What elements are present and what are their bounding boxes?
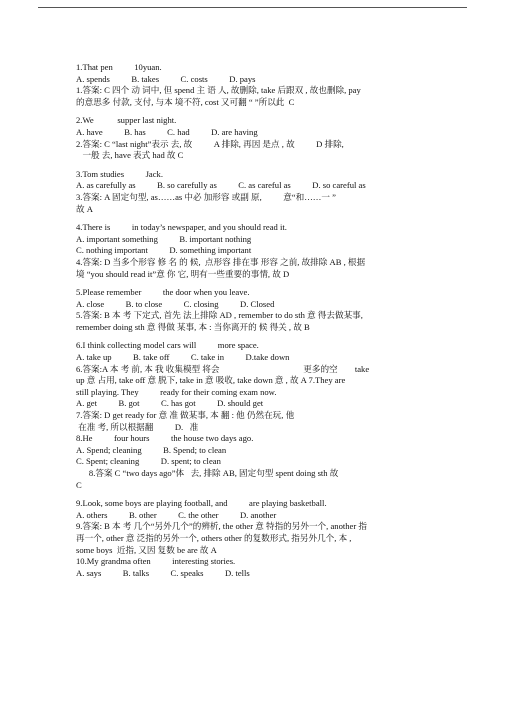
text-line: 2.We supper last night. [76, 115, 177, 126]
text-line: 9.答案: B 本 考 几个“另外几个”的辨析, the other 意 特指的另外一个, another 指 [76, 521, 367, 532]
text-line: A. as carefully as B. so carefully as C. as careful as D. so careful as [76, 180, 366, 191]
text-line: 2.答案: C “last night”表示 去, 故 A 排除, 再因 是点 , 故 D 排除, [76, 138, 344, 149]
text-line: 1.That pen 10yuan. [76, 62, 162, 72]
top-rule [38, 7, 467, 8]
text-line: A. take up B. take off C. take in D.take down [76, 352, 290, 363]
text-line: A. others B. other C. the other D. another [76, 509, 277, 520]
block-spacer [76, 280, 468, 287]
question-block [76, 222, 468, 280]
block-spacer [76, 108, 468, 115]
text-line: A. Spend; cleaning B. Spend; to clean [76, 444, 227, 455]
text-line: C. nothing important D. something important [76, 245, 252, 256]
text-line: 5.Please remember the door when you leave. [76, 287, 250, 298]
text-line: 5.答案: B 本 考 下定式, 首先 法上排除 AD , remember to do sth 意 得去做某事, [76, 310, 363, 321]
text-line: 在准 考, 所以根据翻 D. 准 [76, 421, 199, 432]
text-line: some boys 近指, 又因 复数 be are 故 A [76, 544, 217, 555]
question-block [76, 62, 468, 108]
block-spacer [76, 491, 468, 498]
text-line: remember doing sth 意 得做 某事, 本 : 当你离开的 候 得关 , 故 B [76, 321, 310, 332]
text-line: 境 “you should read it”意 你 它, 明有一些重要的事情, 故 D [76, 268, 290, 279]
question-block [76, 169, 468, 215]
text-line: 一般 去, have 表式 had 故 C [76, 150, 184, 161]
block-spacer [76, 162, 468, 169]
text-line: A. spends B. takes C. costs D. pays [76, 73, 256, 84]
question-block [76, 498, 468, 579]
text-line: 故 A [76, 203, 93, 214]
text-line: 1.答案: C 四个 动 词中, 但 spend 主 语 人, 故删除, take 后跟双 , 故也删除, pay [76, 85, 361, 96]
question-block [76, 340, 468, 491]
text-line: still playing. They ready for their coming exam now. [76, 386, 277, 397]
text-line: 4.There is in today’s newspaper, and you should read it. [76, 222, 287, 233]
text-line: 3.Tom studies Jack. [76, 168, 163, 179]
text-line: 再一个, other 意 泛指的另外一个, others other 的复数形式, 指另外几个, 本 , [76, 532, 352, 543]
text-line: A. important something B. important nothing [76, 233, 252, 244]
document-body [76, 62, 468, 579]
text-line: 7.答案: D get ready for 意 准 做某事, 本 翻 : 他 仍然在玩, 他 [76, 410, 295, 421]
text-line: A. close B. to close C. closing D. Closed [76, 298, 275, 309]
text-line: 6.I think collecting model cars will more space. [76, 340, 259, 351]
text-line: 6.答案:A 本 考 前, 本 我 收集模型 将会 更多的空 take [76, 363, 370, 374]
text-line: 的意思多 付款, 支付, 与本 境不符, cost 又可翻 “ ”所以此 C [76, 96, 295, 107]
text-line: 9.Look, some boys are playing football, and are playing basketball. [76, 498, 327, 509]
text-line: 8.答案 C “two days ago”体 去, 排除 AB, 固定句型 spent doing sth 故 [76, 468, 339, 478]
question-block [76, 287, 468, 333]
text-line: up 意 占用, take off 意 脱下, take in 意 吸收, take down 意 , 故 A 7.They are [76, 375, 346, 386]
question-block [76, 115, 468, 161]
text-line: 3.答案: A 固定句型, as……as 中必 加形容 或副 原, 意“和……一 ” [76, 191, 336, 202]
text-line: A. have B. has C. had D. are having [76, 126, 258, 137]
text-line: 4.答案: D 当多个形容 修 名 的 候, 点形容 排在事 形容 之前, 故排除 AB , 根据 [76, 256, 366, 267]
block-spacer [76, 215, 468, 222]
text-line: C [76, 479, 82, 490]
text-line: 8.He four hours the house two days ago. [76, 433, 254, 444]
text-line: A. says B. talks C. speaks D. tells [76, 567, 250, 578]
text-line: C. Spent; cleaning D. spent; to clean [76, 456, 221, 467]
text-line: A. get B. got C. has got D. should get [76, 398, 264, 409]
block-spacer [76, 333, 468, 340]
text-line: 10.My grandma often interesting stories. [76, 556, 236, 567]
